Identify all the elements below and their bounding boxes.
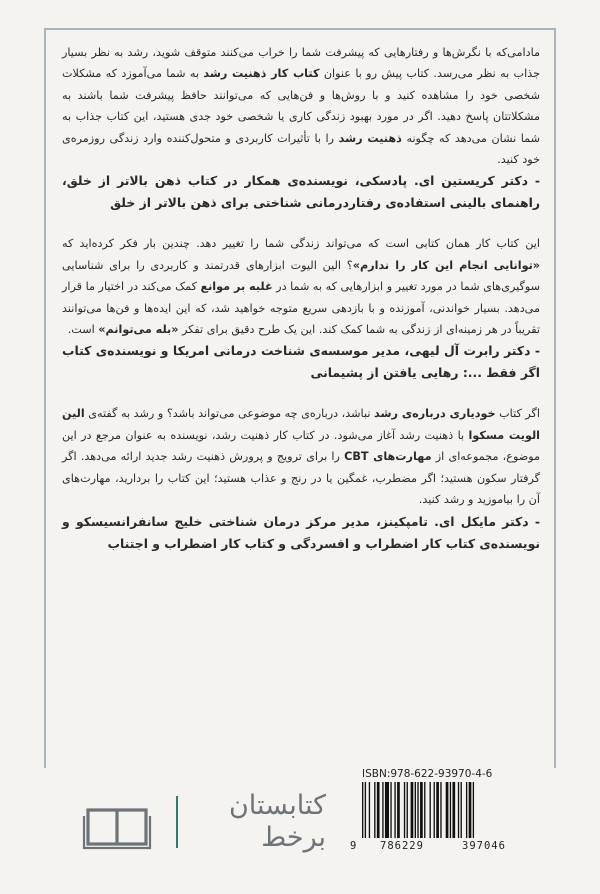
text-run: به شما می‌آموزد که مشکلات شخصی خود را مشاهده کنید و با روش‌ها و فن‌هایی که می‌توانند حافظ پیشرفت شما باشند به مشکلاتتان پاسخ دهید. اگر در مورد بهبود زندگی کاری یا شخصی خود جدی هستید، این کتاب جذاب به شما نشان می‌دهد که چگونه xyxy=(62,67,540,145)
publisher-logo xyxy=(80,790,326,860)
barcode-bar xyxy=(377,782,380,838)
bold-run: مهارت‌های CBT xyxy=(344,450,432,464)
bold-run: - دکتر رابرت آل لیهی xyxy=(409,343,540,359)
cover-footer xyxy=(0,768,600,894)
endorsement-paragraph xyxy=(62,403,540,510)
barcode-bar xyxy=(450,782,451,838)
text-run: ؟ الین الیوت ابزارهای قدرتمند و کاربردی را برای شناسایی سوگیری‌های شما در مورد تغییر و ابزارهایی که به شما در xyxy=(62,258,540,294)
barcode-bar xyxy=(434,782,435,838)
isbn-label: ISBN:978-622-93970-4-6 xyxy=(362,768,493,780)
endorsement-signature xyxy=(62,511,540,555)
bold-run: خودیاری درباره‌ی رشد xyxy=(374,407,496,421)
text-run: است. xyxy=(67,323,99,337)
endorsement-2 xyxy=(62,233,540,384)
barcode-bar xyxy=(440,782,441,838)
bold-run: کتاب کار ذهنیت رشد xyxy=(203,67,320,81)
barcode-bar xyxy=(369,782,370,838)
text-run: ، نویسنده‌ی xyxy=(280,173,360,189)
barcode-bar xyxy=(397,782,400,838)
bold-run: «توانایی انجام این کار را ندارم» xyxy=(352,258,541,272)
barcode-bar xyxy=(436,782,439,838)
barcode-bar xyxy=(469,782,472,838)
bold-run: کتاب کار اضطراب و افسردگی xyxy=(290,535,476,551)
barcode-prefix: 9 xyxy=(350,840,358,852)
barcode-bar xyxy=(424,782,425,838)
bold-run: کتاب اگر فقط ...: رهایی یافتن از پشیمانی xyxy=(62,343,540,381)
text-run: را برای ترویج و پرورش ذهنیت رشد جدید ارائه می‌دهد. اگر گرفتار سکون هستید؛ اگر مضطرب، غمگین یا در رنج و عذاب هستید؛ این کتاب را بردارید، مهارت‌های آن را بیاموزید و رشد کنید. xyxy=(62,450,540,507)
publisher-name-line2: برخط xyxy=(261,822,326,853)
barcode-bar xyxy=(394,782,395,838)
barcode-bar xyxy=(404,782,405,838)
publisher-name xyxy=(186,790,326,854)
barcode-bar xyxy=(466,782,467,838)
endorsement-3 xyxy=(62,403,540,554)
endorsement-1 xyxy=(62,42,540,214)
back-cover-text xyxy=(62,42,540,574)
text-run: و xyxy=(273,535,291,551)
barcode-bar xyxy=(461,782,462,838)
text-run: اگر کتاب xyxy=(495,407,540,421)
barcode-bars xyxy=(362,782,538,838)
bold-run: غلبه بر موانع xyxy=(200,280,273,294)
open-book-icon xyxy=(80,796,156,856)
barcode-bar xyxy=(415,782,416,838)
barcode-bar xyxy=(417,782,418,838)
barcode-bar xyxy=(430,782,431,838)
text-run: کمک می‌کند در اختیار ما قرار می‌دهد. بسیار خواندنی، آموزنده و با بازدهی سریع متوجه خواهید شد، که این ایده‌ها و فن‌ها می‌توانند تقریباً در هر زمینه‌ای از زندگی به شما کمک کند. این یک طرح دقیق برای تفکر xyxy=(62,280,540,337)
barcode-bar xyxy=(411,782,414,838)
barcode-bar xyxy=(446,782,449,838)
barcode-bar xyxy=(407,782,408,838)
text-run: ، xyxy=(62,173,67,189)
text-run: مادامی‌که با نگرش‌ها و رفتارهایی که پیشرفت شما را خراب می‌کنند متوقف شوید، رشد به نظر بسیار جذاب به نظر می‌رسد. کتاب پیش رو با عنوان xyxy=(62,46,540,81)
barcode-bar xyxy=(385,782,389,838)
endorsement-paragraph xyxy=(62,42,540,170)
text-run: را با تأثیرات کاربردی و متحول‌کننده وارد زندگی روزمره‌ی خود کنید. xyxy=(62,131,540,167)
bold-run: راهنمای بالینی استفاده‌ی رفتاردرمانی شناختی برای ذهن بالاتر از خلق xyxy=(110,195,540,211)
barcode-bar xyxy=(374,782,375,838)
bold-run: ذهنیت رشد xyxy=(338,131,402,145)
barcode-bar xyxy=(362,782,363,838)
bold-run: الین الویت مسکوا xyxy=(62,407,540,442)
barcode-bar xyxy=(473,782,474,838)
endorsement-signature xyxy=(62,340,540,384)
text-run: ، مدیر مرکز درمان شناختی خلیج سانفرانسیسکو و نویسنده‌ی xyxy=(62,513,540,551)
bold-run: - دکتر مایکل ای. تامپکینز xyxy=(380,513,541,529)
text-run: این کتاب کار همان کتابی است که می‌تواند زندگی شما را تغییر دهد. چندین بار فکر کرده‌اید که xyxy=(62,237,540,251)
barcode-bar xyxy=(365,782,366,838)
text-run: ، مدیر موسسه‌ی شناخت درمانی امریکا و نویسنده‌ی xyxy=(91,343,410,359)
bold-run: کتاب کار اضطراب و اجتناب xyxy=(107,535,274,551)
barcode-bar xyxy=(390,782,391,838)
text-run: با ذهنیت رشد آغاز می‌شود. در کتاب کار ذهنیت رشد، نویسنده به عنوان مرجع در این موضوع، مجموعه‌ای از xyxy=(62,428,540,464)
publisher-name-line1: کتابستان xyxy=(228,790,326,821)
bold-run: - دکتر کریستین ای. پادسکی xyxy=(359,173,540,189)
bold-run: همکار در کتاب ذهن بالاتر از خلق xyxy=(66,173,281,189)
bold-run: «بله می‌توانم» xyxy=(98,323,179,337)
barcode-bar xyxy=(458,782,459,838)
isbn-barcode xyxy=(350,768,550,868)
barcode-bar xyxy=(452,782,455,838)
endorsement-paragraph xyxy=(62,233,540,340)
barcode-left-digits: 786229 xyxy=(380,840,424,852)
endorsement-signature xyxy=(62,170,540,214)
barcode-bar xyxy=(420,782,423,838)
barcode-bar xyxy=(382,782,383,838)
barcode-right-digits: 397046 xyxy=(462,840,506,852)
text-run: نباشد، درباره‌ی چه موضوعی می‌تواند باشد؟ و رشد به گفته‌ی xyxy=(84,407,375,421)
logo-divider xyxy=(176,796,178,848)
